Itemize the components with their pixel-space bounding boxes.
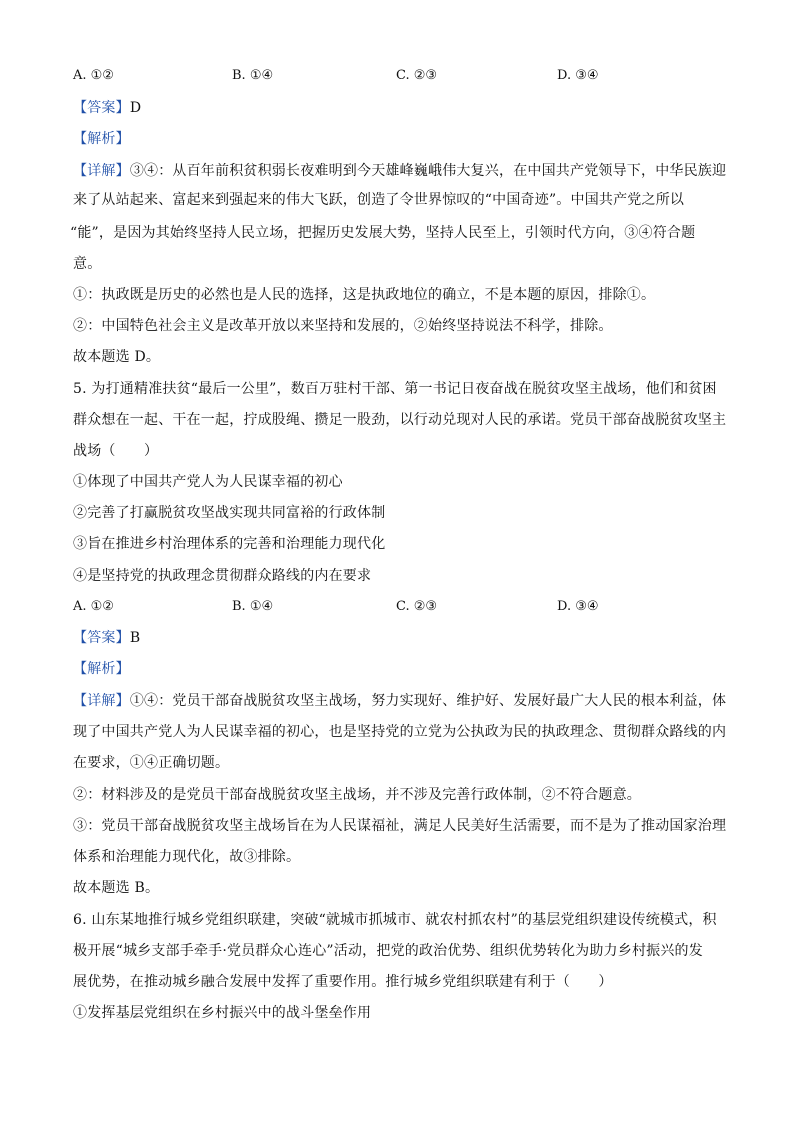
q4-detail-line: 意。	[73, 256, 102, 272]
detail-text: ①④：党员干部奋战脱贫攻坚主战场，努力实现好、维护好、发展好最广大人民的根本利益，体	[129, 693, 727, 709]
q4-conclusion: 故本题选 D。	[73, 349, 161, 365]
q5-statement: ③旨在推进乡村治理体系的完善和治理能力现代化	[73, 536, 386, 552]
answer-value: D	[129, 100, 142, 116]
answer-value: B	[129, 630, 141, 646]
q6-stem-line: 极开展“城乡支部手牵手·党员群众心连心”活动，把党的政治优势、组织优势转化为助力乡村振兴的发	[73, 943, 703, 959]
q5-detail-line	[73, 691, 733, 711]
q5-analysis-heading	[73, 659, 733, 679]
q5-option-b: B. ①④	[232, 599, 274, 614]
q6-stem-line: 6. 山东某地推行城乡党组织联建，突破“就城市抓城市、就农村抓农村”的基层党组织建设传统模式，积	[73, 912, 717, 928]
q5-statement: ②完善了打赢脱贫攻坚战实现共同富裕的行政体制	[73, 505, 386, 521]
detail-text: ③④：从百年前积贫积弱长夜难明到今天雄峰巍峨伟大复兴，在中国共产党领导下，中华民族迎	[129, 163, 727, 179]
q5-statement: ①体现了中国共产党人为人民谋幸福的初心	[73, 474, 343, 490]
analysis-tag: 【解析】	[73, 661, 130, 677]
answer-tag: 【答案】	[73, 100, 130, 116]
q4-detail-line: “能”，是因为其始终坚持人民立场，把握历史发展大势，坚持人民至上，引领时代方向，③④符合题	[70, 225, 696, 241]
q5-exclusion: ②：材料涉及的是党员干部奋战脱贫攻坚主战场，并不涉及完善行政体制，②不符合题意。	[73, 787, 641, 803]
q5-conclusion: 故本题选 B。	[73, 880, 160, 896]
q4-analysis-heading	[73, 129, 733, 149]
q4-option-c: C. ②③	[396, 68, 438, 83]
q5-statement: ④是坚持党的执政理念贯彻群众路线的内在要求	[73, 568, 372, 584]
q5-option-c: C. ②③	[396, 599, 438, 614]
q4-detail-line	[73, 161, 733, 181]
q6-stem-line: 展优势，在推动城乡融合发展中发挥了重要作用。推行城乡党组织联建有利于（ ）	[73, 974, 613, 990]
q4-option-b: B. ①④	[232, 68, 274, 83]
q4-option-a: A. ①②	[73, 68, 114, 83]
q4-exclusion: ①：执政既是历史的必然也是人民的选择，这是执政地位的确立，不是本题的原因，排除①。	[73, 287, 656, 303]
answer-tag: 【答案】	[73, 630, 130, 646]
q5-stem-line: 5. 为打通精准扶贫“最后一公里”，数百万驻村干部、第一书记日夜奋战在脱贫攻坚主战场，他们和贫困	[73, 381, 717, 397]
q5-detail-line: 现了中国共产党人为人民谋幸福的初心，也是坚持党的立党为公执政为民的执政理念、贯彻群众路线的内	[73, 724, 727, 740]
detail-tag: 【详解】	[73, 163, 130, 179]
detail-tag: 【详解】	[73, 693, 130, 709]
q4-answer	[73, 98, 733, 118]
q5-stem-line: 群众想在一起、干在一起，拧成股绳、攒足一股劲，以行动兑现对人民的承诺。党员干部奋战脱贫攻坚主	[73, 412, 727, 428]
q5-exclusion: 体系和治理能力现代化，故③排除。	[73, 849, 301, 865]
q4-exclusion: ②：中国特色社会主义是改革开放以来坚持和发展的，②始终坚持说法不科学，排除。	[73, 318, 613, 334]
q5-option-a: A. ①②	[73, 599, 114, 614]
q5-answer	[73, 628, 733, 648]
q5-exclusion: ③：党员干部奋战脱贫攻坚主战场旨在为人民谋福祉，满足人民美好生活需要，而不是为了推动国家治理	[73, 818, 727, 834]
q4-option-d: D. ③④	[557, 68, 599, 83]
q5-option-d: D. ③④	[557, 599, 599, 614]
analysis-tag: 【解析】	[73, 131, 130, 147]
q6-statement: ①发挥基层党组织在乡村振兴中的战斗堡垒作用	[73, 1005, 372, 1021]
q4-detail-line: 来了从站起来、富起来到强起来的伟大飞跃，创造了令世界惊叹的“中国奇迹”。中国共产党之所以	[73, 192, 685, 208]
q5-stem-line: 战场（ ）	[73, 443, 159, 459]
q5-detail-line: 在要求，①④正确切题。	[73, 755, 230, 771]
